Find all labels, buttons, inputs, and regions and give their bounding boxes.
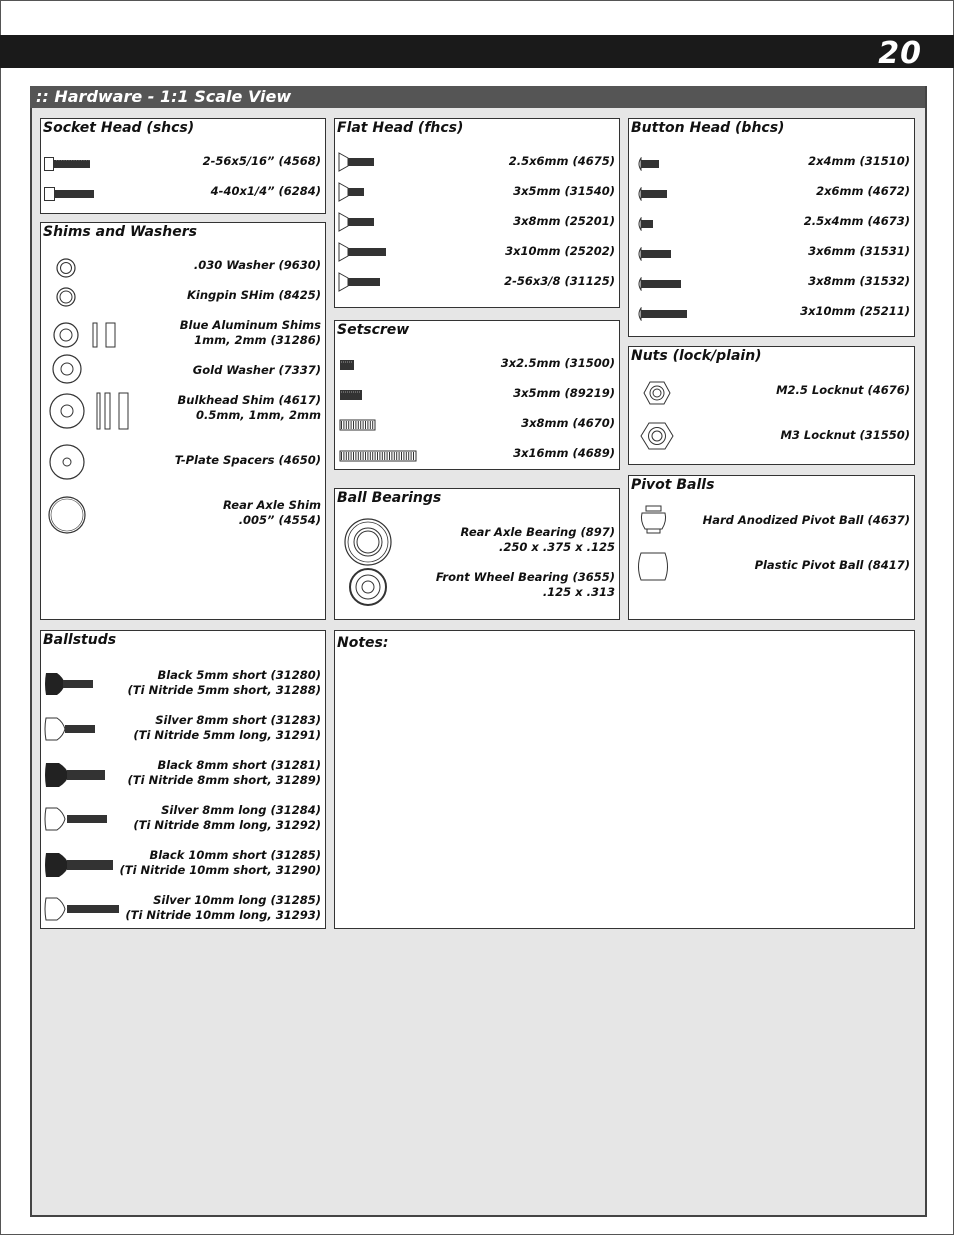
section-title: :: Hardware - 1:1 Scale View [36,87,292,106]
flat-head-item: 2.5x6mm (4675) [508,154,615,168]
button-head-item: 2x4mm (31510) [808,154,910,168]
nuts-box [628,346,915,465]
setscrew-title: Setscrew [337,322,410,338]
ballstud-icon [43,716,101,742]
ballstud-icon [43,851,117,879]
pivot-title: Pivot Balls [631,477,715,493]
shims-item: Blue Aluminum Shims 1mm, 2mm (31286) [179,318,321,347]
bearings-item: Front Wheel Bearing (3655) .125 x .313 [435,570,615,599]
ballstuds-item: Silver 8mm short (31283) (Ti Nitride 5mm long, 31291) [133,713,321,742]
ballstuds-item: Black 8mm short (31281) (Ti Nitride 8mm short, 31289) [127,758,321,787]
shims-box [40,222,326,620]
washer-icon [55,286,79,308]
nuts-title: Nuts (lock/plain) [631,348,762,364]
shims-title: Shims and Washers [43,224,197,240]
ball-bearing-icon [348,567,388,607]
shims-item: T-Plate Spacers (4650) [174,453,321,467]
flat-head-item: 2-56x3/8 (31125) [504,274,615,288]
ballstud-icon [43,671,97,697]
washer-icon [47,495,87,535]
page-number: 20 [878,36,922,71]
button-head-item: 3x8mm (31532) [808,274,910,288]
button-head-screw-icon [636,247,676,261]
button-head-item: 3x10mm (25211) [800,304,910,318]
button-head-screw-icon [636,307,692,321]
setscrew-icon [339,389,367,401]
shims-item: Gold Washer (7337) [192,363,321,377]
pivot-item: Plastic Pivot Ball (8417) [754,558,910,572]
button-head-screw-icon [636,277,686,291]
header-bar [0,35,954,68]
setscrew-box [334,320,620,470]
shims-item: Rear Axle Shim .005” (4554) [223,498,321,527]
pivot-item: Hard Anodized Pivot Ball (4637) [702,513,910,527]
socket-head-item: 4-40x1/4” (6284) [210,184,321,198]
ballstuds-box [40,630,326,929]
nuts-item: M3 Locknut (31550) [780,428,910,442]
washer-icon [49,391,135,431]
hex-nut-icon [643,380,671,406]
shims-item: .030 Washer (9630) [193,258,321,272]
setscrew-item: 3x8mm (4670) [521,416,615,430]
setscrew-icon [339,419,379,431]
bearings-item: Rear Axle Bearing (897) .250 x .375 x .125 [460,525,615,554]
flat-head-item: 3x8mm (25201) [513,214,615,228]
pivot-box [628,475,915,620]
washer-icon [47,443,87,481]
washer-icon [51,353,83,385]
washer-icon [55,257,79,279]
shims-item: Bulkhead Shim (4617) 0.5mm, 1mm, 2mm [177,393,321,422]
setscrew-icon [339,449,419,463]
ballstuds-item: Silver 10mm long (31285) (Ti Nitride 10mm long, 31293) [125,893,321,922]
ballstuds-item: Black 5mm short (31280) (Ti Nitride 5mm short, 31288) [127,668,321,697]
washer-icon [53,321,129,351]
button-head-title: Button Head (bhcs) [631,120,785,136]
notes-box [334,630,915,929]
nuts-item: M2.5 Locknut (4676) [776,383,910,397]
button-head-screw-icon [636,187,672,201]
flat-head-screw-icon [338,272,384,292]
button-head-screw-icon [636,157,666,171]
setscrew-item: 3x2.5mm (31500) [500,356,615,370]
setscrew-item: 3x5mm (89219) [513,386,615,400]
button-head-box [628,118,915,337]
ballstud-icon [43,896,123,922]
button-head-item: 3x6mm (31531) [808,244,910,258]
flat-head-title: Flat Head (fhcs) [337,120,464,136]
socket-head-title: Socket Head (shcs) [43,120,195,136]
shims-item: Kingpin SHim (8425) [187,288,321,302]
ballstud-icon [43,761,109,789]
pivot-ball-icon [635,550,671,584]
socket-head-item: 2-56x5/16” (4568) [202,154,321,168]
button-head-item: 2.5x4mm (4673) [803,214,910,228]
flat-head-item: 3x10mm (25202) [505,244,615,258]
socket-head-screw-icon [44,187,96,201]
socket-head-box [40,118,326,214]
hex-nut-icon [640,421,674,451]
button-head-screw-icon [636,217,662,231]
flat-head-screw-icon [338,152,378,172]
bearings-box [334,488,620,620]
ball-bearing-icon [343,517,393,567]
flat-head-box [334,118,620,308]
ballstuds-item: Silver 8mm long (31284) (Ti Nitride 8mm long, 31292) [133,803,321,832]
ballstud-icon [43,806,113,832]
flat-head-screw-icon [338,212,378,232]
ballstuds-item: Black 10mm short (31285) (Ti Nitride 10mm short, 31290) [119,848,321,877]
flat-head-item: 3x5mm (31540) [513,184,615,198]
button-head-item: 2x6mm (4672) [816,184,910,198]
setscrew-icon [339,359,359,371]
flat-head-screw-icon [338,242,390,262]
notes-title: Notes: [337,635,389,651]
setscrew-item: 3x16mm (4689) [513,446,615,460]
pivot-ball-icon [639,504,669,536]
ballstuds-title: Ballstuds [43,632,117,648]
bearings-title: Ball Bearings [337,490,442,506]
socket-head-screw-icon [44,157,94,171]
flat-head-screw-icon [338,182,378,202]
